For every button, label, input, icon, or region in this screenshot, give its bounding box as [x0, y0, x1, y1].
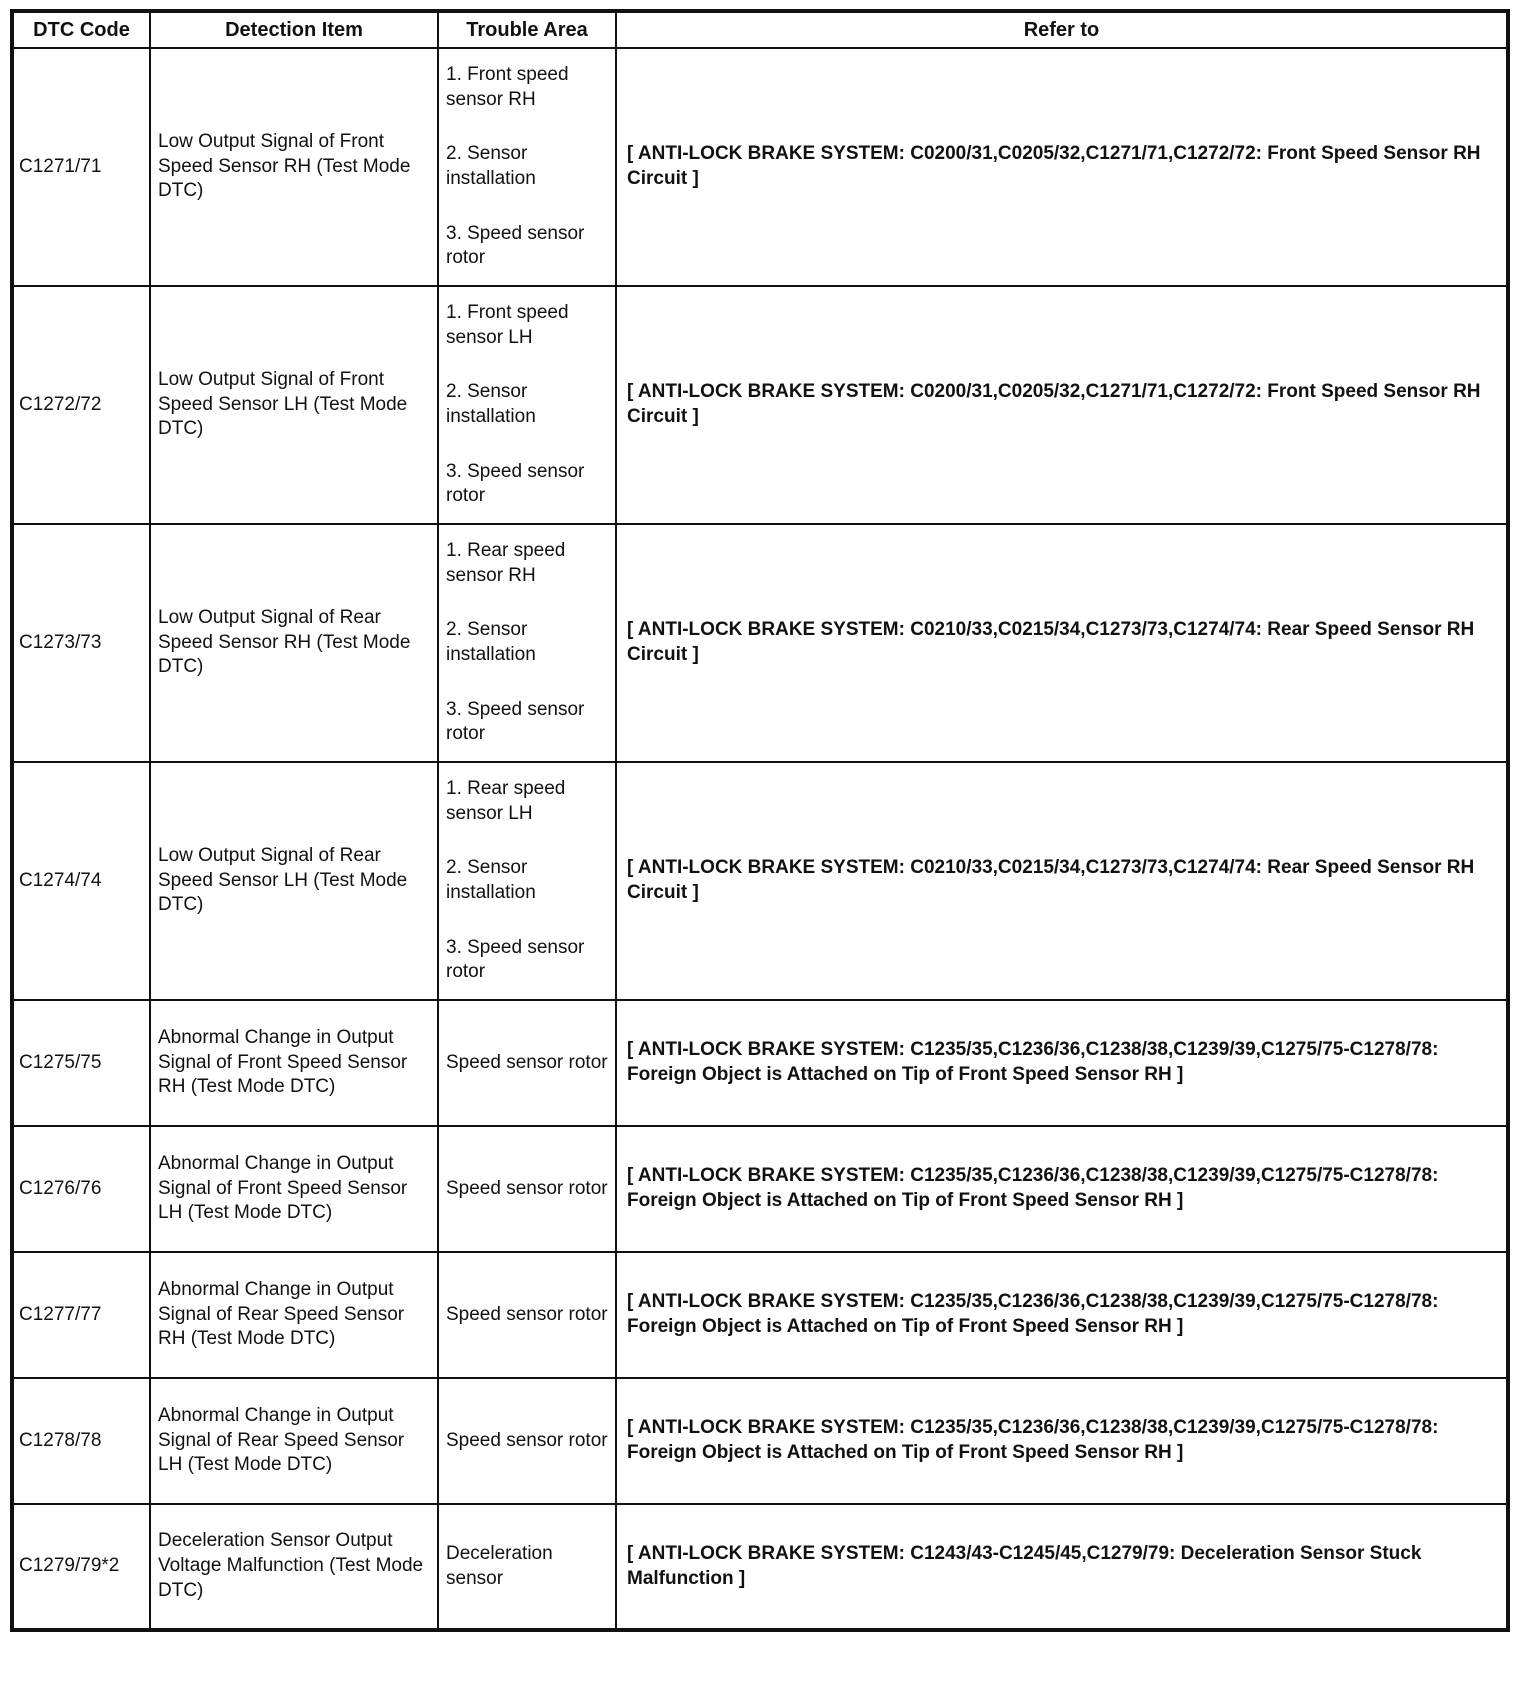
- dtc-code-cell: C1277/77: [12, 1252, 150, 1378]
- table-row: [12, 762, 1508, 1000]
- trouble-area-item: 3. Speed sensor rotor: [446, 460, 585, 507]
- trouble-area-cell: [438, 1000, 616, 1126]
- table-row: [12, 1378, 1508, 1504]
- table-row: [12, 1252, 1508, 1378]
- detection-item-cell: Abnormal Change in Output Signal of Front Speed Sensor RH (Test Mode DTC): [150, 1000, 438, 1126]
- trouble-area-item: 1. Rear speed sensor RH: [446, 539, 566, 586]
- trouble-area-item: Speed sensor rotor: [446, 1177, 608, 1199]
- trouble-area-item: 3. Speed sensor rotor: [446, 222, 585, 269]
- detection-item-cell: Deceleration Sensor Output Voltage Malfunction (Test Mode DTC): [150, 1504, 438, 1630]
- table-row: [12, 48, 1508, 286]
- detection-item-cell: Abnormal Change in Output Signal of Rear Speed Sensor LH (Test Mode DTC): [150, 1378, 438, 1504]
- dtc-code-cell: C1279/79*2: [12, 1504, 150, 1630]
- trouble-area-item: 1. Front speed sensor LH: [446, 301, 569, 348]
- trouble-area-item: Speed sensor rotor: [446, 1429, 608, 1451]
- trouble-area-item: Deceleration sensor: [446, 1542, 553, 1589]
- table-row: [12, 1000, 1508, 1126]
- trouble-area-item: 3. Speed sensor rotor: [446, 936, 585, 983]
- refer-to-cell: [ ANTI-LOCK BRAKE SYSTEM: C1235/35,C1236/36,C1238/38,C1239/39,C1275/75-C1278/78: Foreign Object is Attached on Tip of Front Speed Sensor RH ]: [616, 1252, 1508, 1378]
- trouble-area-cell: [438, 1126, 616, 1252]
- refer-to-cell: [ ANTI-LOCK BRAKE SYSTEM: C0210/33,C0215/34,C1273/73,C1274/74: Rear Speed Sensor RH Circuit ]: [616, 762, 1508, 1000]
- trouble-area-cell: [438, 524, 616, 762]
- trouble-area-cell: [438, 1378, 616, 1504]
- col-header-detection-item: Detection Item: [150, 11, 438, 48]
- refer-to-cell: [ ANTI-LOCK BRAKE SYSTEM: C0210/33,C0215/34,C1273/73,C1274/74: Rear Speed Sensor RH Circuit ]: [616, 524, 1508, 762]
- detection-item-cell: Low Output Signal of Rear Speed Sensor LH (Test Mode DTC): [150, 762, 438, 1000]
- dtc-code-cell: C1275/75: [12, 1000, 150, 1126]
- trouble-area-cell: [438, 286, 616, 524]
- dtc-code-cell: C1278/78: [12, 1378, 150, 1504]
- detection-item-cell: Abnormal Change in Output Signal of Rear Speed Sensor RH (Test Mode DTC): [150, 1252, 438, 1378]
- detection-item-cell: Abnormal Change in Output Signal of Front Speed Sensor LH (Test Mode DTC): [150, 1126, 438, 1252]
- dtc-table-body: [12, 48, 1508, 1630]
- table-row: [12, 524, 1508, 762]
- trouble-area-item: 1. Rear speed sensor LH: [446, 777, 566, 824]
- table-row: [12, 1126, 1508, 1252]
- detection-item-cell: Low Output Signal of Front Speed Sensor RH (Test Mode DTC): [150, 48, 438, 286]
- refer-to-cell: [ ANTI-LOCK BRAKE SYSTEM: C1235/35,C1236/36,C1238/38,C1239/39,C1275/75-C1278/78: Foreign Object is Attached on Tip of Front Speed Sensor RH ]: [616, 1378, 1508, 1504]
- col-header-dtc-code: DTC Code: [12, 11, 150, 48]
- refer-to-cell: [ ANTI-LOCK BRAKE SYSTEM: C1235/35,C1236/36,C1238/38,C1239/39,C1275/75-C1278/78: Foreign Object is Attached on Tip of Front Speed Sensor RH ]: [616, 1000, 1508, 1126]
- dtc-code-cell: C1272/72: [12, 286, 150, 524]
- dtc-code-cell: C1271/71: [12, 48, 150, 286]
- refer-to-cell: [ ANTI-LOCK BRAKE SYSTEM: C1235/35,C1236/36,C1238/38,C1239/39,C1275/75-C1278/78: Foreign Object is Attached on Tip of Front Speed Sensor RH ]: [616, 1126, 1508, 1252]
- trouble-area-item: 1. Front speed sensor RH: [446, 63, 569, 110]
- dtc-code-cell: C1273/73: [12, 524, 150, 762]
- trouble-area-item: 3. Speed sensor rotor: [446, 698, 585, 745]
- refer-to-cell: [ ANTI-LOCK BRAKE SYSTEM: C1243/43-C1245/45,C1279/79: Deceleration Sensor Stuck Malfunction ]: [616, 1504, 1508, 1630]
- trouble-area-item: Speed sensor rotor: [446, 1051, 608, 1073]
- dtc-code-cell: C1274/74: [12, 762, 150, 1000]
- header-row: [12, 11, 1508, 48]
- col-header-refer-to: Refer to: [616, 11, 1508, 48]
- refer-to-cell: [ ANTI-LOCK BRAKE SYSTEM: C0200/31,C0205/32,C1271/71,C1272/72: Front Speed Sensor RH Circuit ]: [616, 286, 1508, 524]
- trouble-area-item: 2. Sensor installation: [446, 381, 536, 427]
- trouble-area-item: 2. Sensor installation: [446, 857, 536, 903]
- detection-item-cell: Low Output Signal of Front Speed Sensor LH (Test Mode DTC): [150, 286, 438, 524]
- trouble-area-cell: [438, 1252, 616, 1378]
- col-header-trouble-area: Trouble Area: [438, 11, 616, 48]
- trouble-area-item: 2. Sensor installation: [446, 619, 536, 665]
- detection-item-cell: Low Output Signal of Rear Speed Sensor RH (Test Mode DTC): [150, 524, 438, 762]
- trouble-area-item: 2. Sensor installation: [446, 143, 536, 189]
- trouble-area-cell: [438, 48, 616, 286]
- trouble-area-cell: [438, 762, 616, 1000]
- table-row: [12, 1504, 1508, 1630]
- trouble-area-cell: [438, 1504, 616, 1630]
- refer-to-cell: [ ANTI-LOCK BRAKE SYSTEM: C0200/31,C0205/32,C1271/71,C1272/72: Front Speed Sensor RH Circuit ]: [616, 48, 1508, 286]
- dtc-code-cell: C1276/76: [12, 1126, 150, 1252]
- trouble-area-item: Speed sensor rotor: [446, 1303, 608, 1325]
- dtc-table-header: [12, 11, 1508, 48]
- table-row: [12, 286, 1508, 524]
- dtc-table: [10, 9, 1510, 1632]
